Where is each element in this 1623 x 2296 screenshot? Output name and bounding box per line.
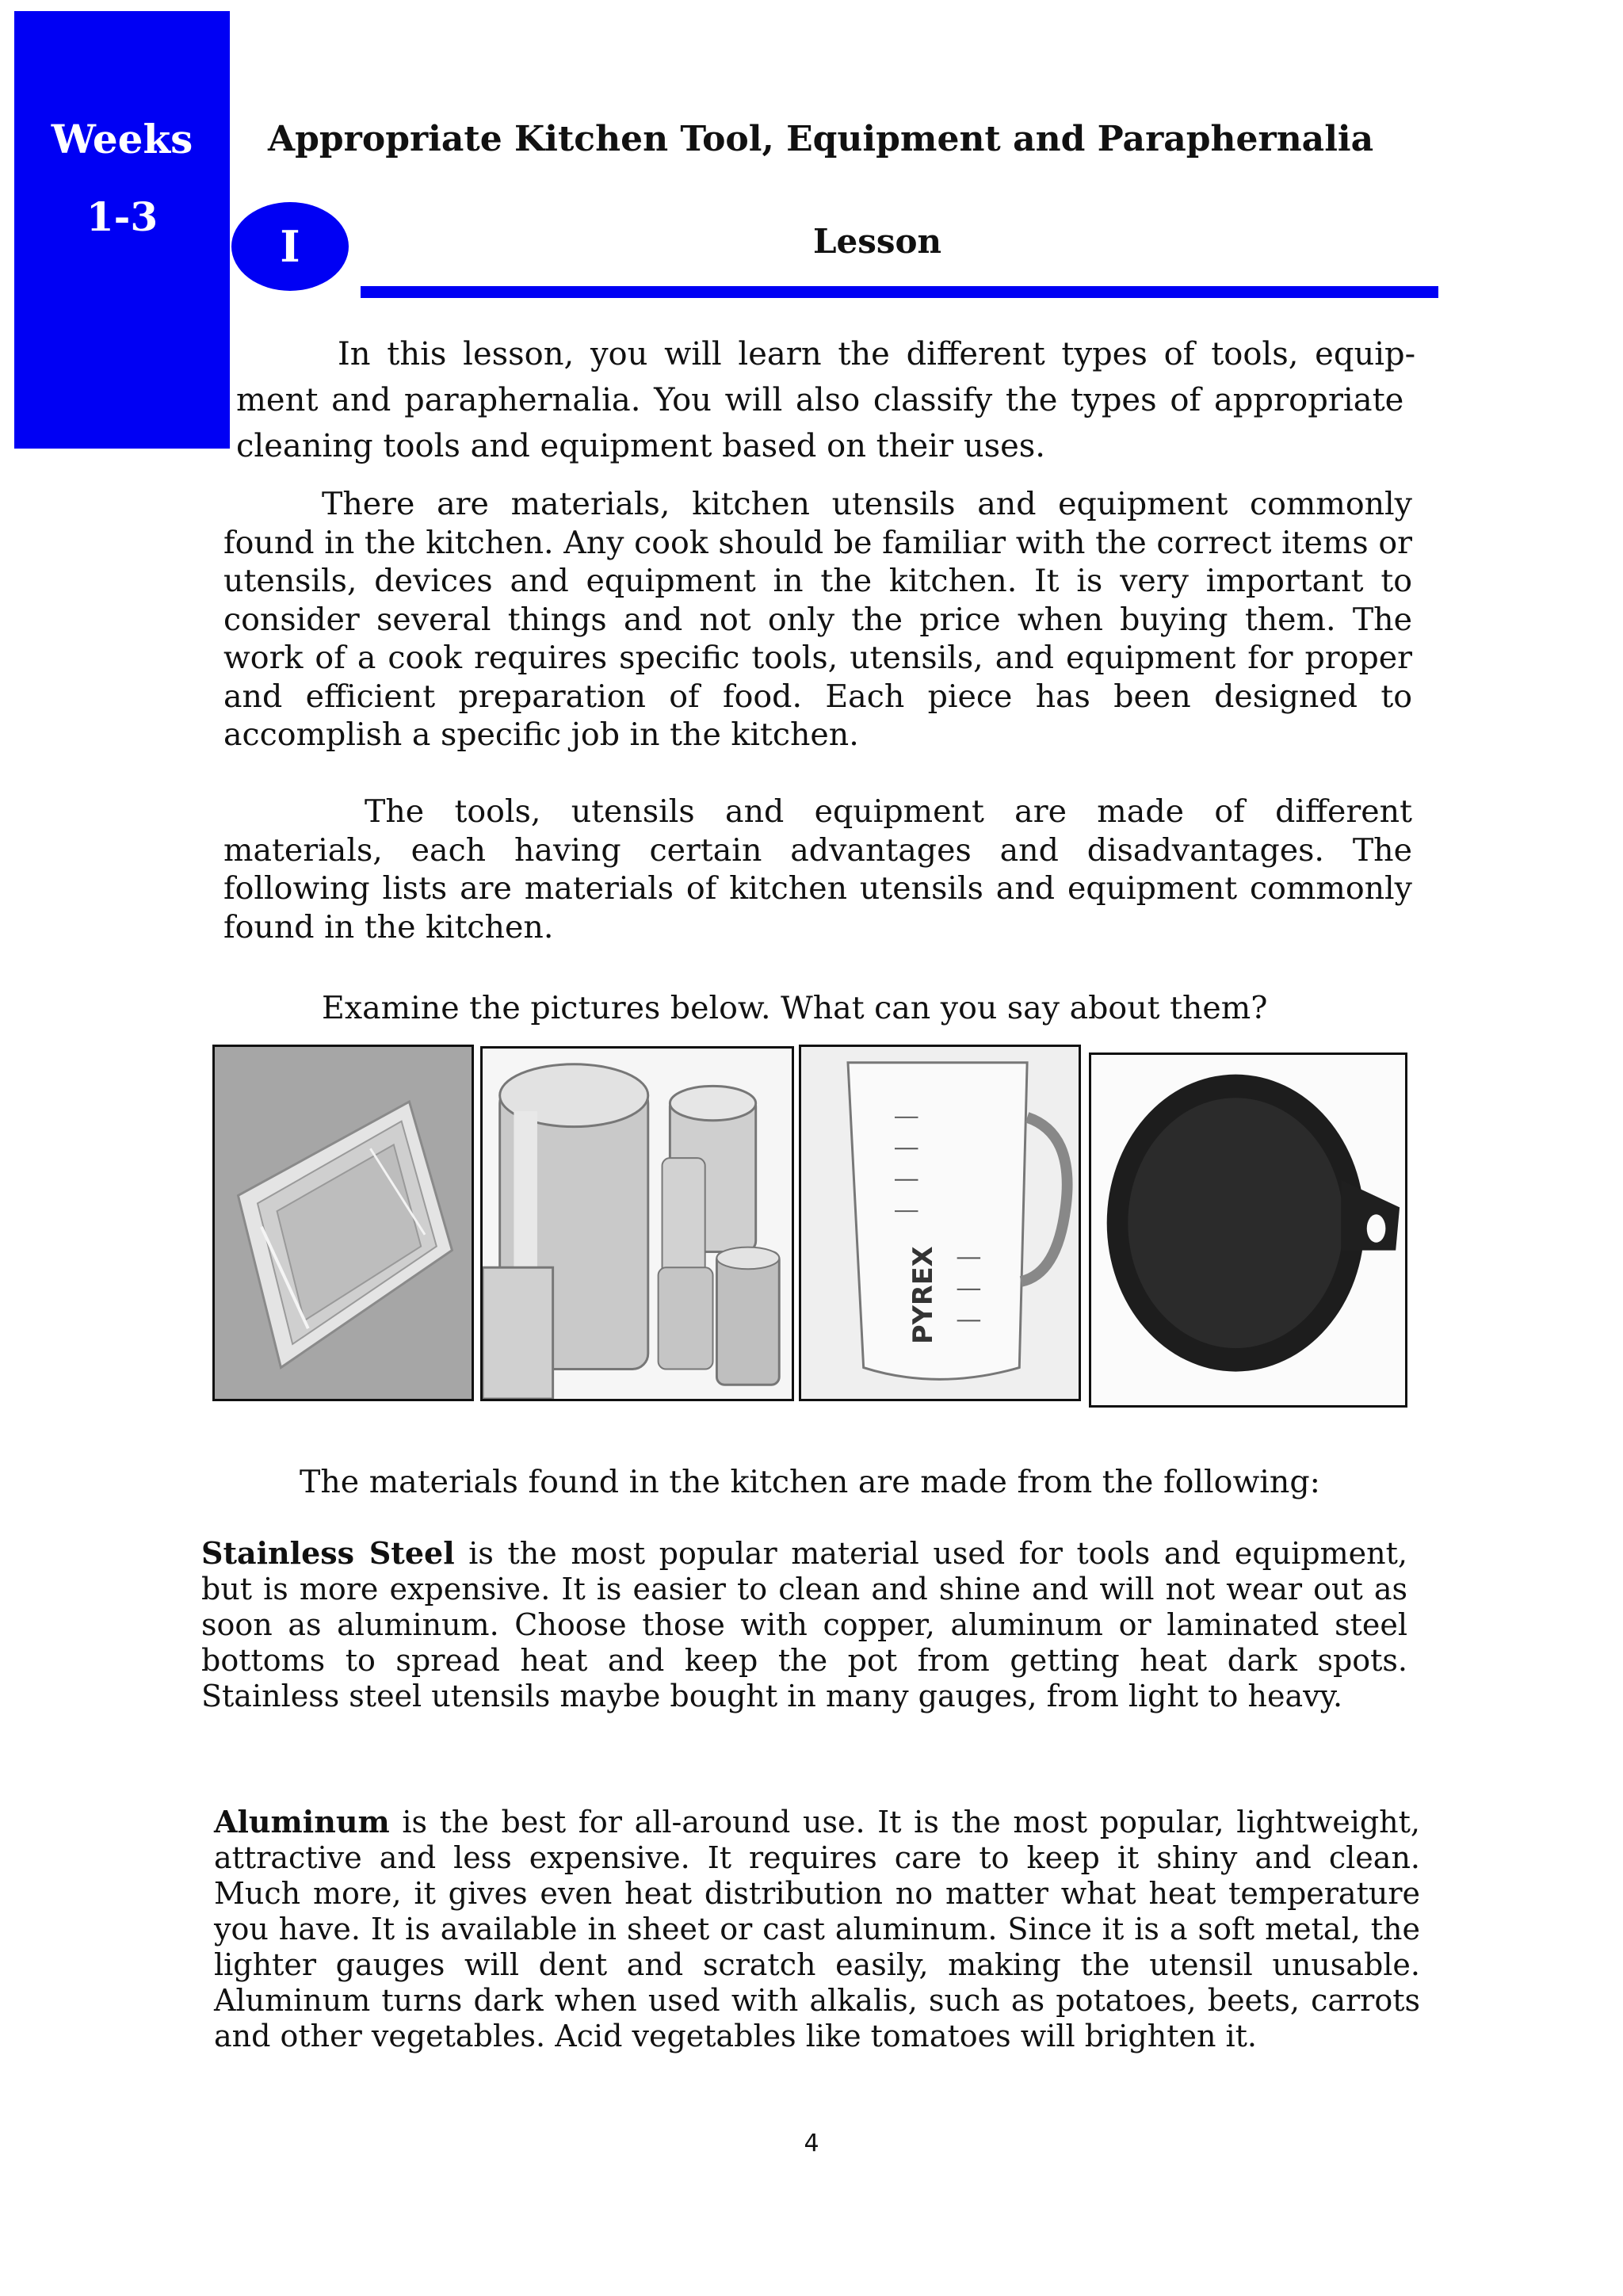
aluminum-tray-image: [212, 1045, 474, 1401]
stainless-steel-paragraph: [201, 1535, 1407, 1714]
stainless-containers-image: [480, 1046, 794, 1401]
week-box: [14, 11, 230, 449]
aluminum-paragraph: [214, 1804, 1420, 2054]
body-paragraph-1: There are materials, kitchen utensils and equipment commonly found in the kitchen. Any cook should be familiar with the correct items or utensils, devices and equipment in the kitchen. It is very important to consider several things and not only the price when buying them. The work of a cook requires specific tools, utensils, and equipment for proper and efficient preparation of food. Each piece has been designed to accomplish a specific job in the kitchen.: [223, 486, 1412, 753]
stainless-steel-term: Stainless Steel: [201, 1535, 455, 1571]
intro-line-1: In this lesson, you will learn the different types of tools, equip-: [338, 336, 1416, 372]
aluminum-text: is the best for all-around use. It is the most popular, lightweight, attractive and less expensive. It requires care to keep it shiny and clean. Much more, it gives even heat distribution no matter what heat temperature you have. It is available in sheet or cast aluminum. Since it is a soft metal, the lighter gauges will dent and scratch easily, making the utensil unusable. Aluminum turns dark when used with alkalis, such as potatoes, beets, carrots and other vegetables. Acid vegetables like tomatoes will brighten it.: [214, 1805, 1420, 2053]
lesson-number-badge: I: [231, 202, 349, 291]
page-number: 4: [804, 2130, 819, 2157]
intro-paragraph: [236, 331, 1425, 469]
cup-brand-label: PYREX: [907, 1246, 939, 1344]
week-range: 1-3: [86, 193, 158, 240]
lesson-label: Lesson: [813, 222, 942, 261]
stainless-steel-text: is the most popular material used for tools and equipment, but is more expensive. It is easier to clean and shine and will not wear out as soon as aluminum. Choose those with copper, aluminum or laminated steel bottoms to spread heat and keep the pot from getting heat dark spots. Stainless steel utensils maybe bought in many gauges, from light to heavy.: [201, 1536, 1407, 1713]
lesson-divider-bar: [361, 286, 1438, 298]
examine-prompt: Examine the pictures below. What can you say about them?: [322, 990, 1268, 1026]
aluminum-term: Aluminum: [214, 1804, 390, 1839]
page-title: Appropriate Kitchen Tool, Equipment and Paraphernalia: [268, 119, 1374, 159]
cast-iron-skillet-image: [1089, 1052, 1407, 1408]
intro-line-2: ment and paraphernalia. You will also classify the types of appropriate: [236, 382, 1404, 418]
materials-intro: The materials found in the kitchen are made from the following:: [300, 1464, 1320, 1500]
body-paragraph-2: The tools, utensils and equipment are made of different materials, each having certain advantages and disadvantages. The following lists are materials of kitchen utensils and equipment commonly found in the kitchen.: [223, 793, 1412, 946]
intro-line-3: cleaning tools and equipment based on their uses.: [236, 428, 1046, 464]
measuring-cup-image: [799, 1045, 1081, 1401]
week-word: Weeks: [51, 116, 193, 162]
